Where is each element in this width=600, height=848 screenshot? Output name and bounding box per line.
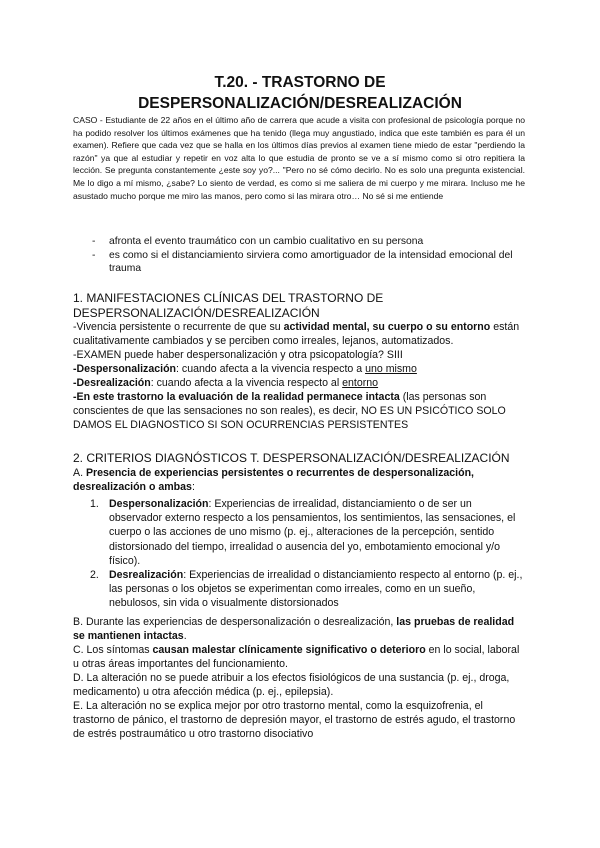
list-number: 2. xyxy=(90,569,99,582)
text-run: B. Durante las experiencias de despersonalización o desrealización, xyxy=(73,616,397,628)
text-run: (las personas son conscientes de que las sensaciones no son reales), es decir, NO ES UN PSICÓTICO SOLO DAMOS EL DIAGNOSTICO SI SON OCURRENCIAS PERSISTENTES xyxy=(73,391,506,431)
section-manifestaciones xyxy=(73,291,525,432)
text-run: están cualitativamente cambiados y se perciben como irreales, lejanos, automatizados. xyxy=(73,321,520,347)
text-run: . xyxy=(183,630,187,642)
criteria-b-to-e xyxy=(73,615,525,741)
bold-run: -Desrealización xyxy=(73,377,151,389)
bold-run: -Despersonalización xyxy=(73,363,177,375)
section-1-para-1 xyxy=(73,320,525,348)
case-paragraph: CASO - Estudiante de 22 años en el último año de carrera que acude a visita con profesional de psicología porque no ha podido resolver los últimos exámenes que ha tenido (llega muy angustiado, indica que este también es para él un examen). Refiere que cada vez que se halla en los últimos días previos al examen tiene miedo de estar "perdiendo la razón" ya que al estudiar y repetir en voz alta lo que estudia de pronto se ve a sí mismo como si otro repitiera la lección. Se pregunta constantemente ¿este soy yo?... "Pero no sé cómo decirlo. No es solo una pregunta existencial. Me lo digo a mí mismo, ¿sabe? Lo siento de verdad, es como si me saliera de mi cuerpo y me mirara. Incluso me he asustado mucho porque me miro las manos, pero como si las mirara otro… No sé si me entiende xyxy=(73,115,525,201)
list-number: 1. xyxy=(90,498,99,510)
bold-run: causan malestar clínicamente significativo o deterioro xyxy=(152,644,426,656)
document-title xyxy=(0,72,600,114)
criterion-a-item xyxy=(86,568,526,611)
text-run: -Vivencia persistente o recurrente de que su xyxy=(73,321,284,333)
section-1-para-2: -EXAMEN puede haber despersonalización y otra psicopatología? SIII xyxy=(73,349,403,361)
bullet-item: - es como si el distanciamiento sirviera como amortiguador de la intensidad emocional del trauma xyxy=(92,249,524,276)
bold-run: las pruebas de realidad se mantienen intactas xyxy=(73,616,515,642)
bold-run: Presencia de experiencias persistentes o recurrentes de despersonalización, desrealización o ambas xyxy=(73,466,474,493)
text-run: A. xyxy=(73,466,86,479)
case-bullet-list xyxy=(92,235,524,276)
text-run: : cuando afecta a la vivencia respecto a xyxy=(176,363,366,375)
text-run: : cuando afecta a la vivencia respecto al xyxy=(150,377,343,389)
bullet-item: - afronta el evento traumático con un cambio cualitativo en su persona xyxy=(92,235,524,249)
bold-run: -En este trastorno la evaluación de la realidad permanece intacta xyxy=(73,391,400,403)
text-run: : Experiencias de irrealidad o distanciamiento respecto al entorno (p. ej., las personas o los objetos se experimentan como irreales, como en un sueño, nebulosos, sin vida o visualmente distorsionados xyxy=(109,569,523,610)
title-line-2: DESPERSONALIZACIÓN/DESREALIZACIÓN xyxy=(138,95,462,112)
criterion-e: E. La alteración no se explica mejor por otro trastorno mental, como la esquizofrenia, el trastorno de pánico, el trastorno de depresión mayor, el trastorno de estrés agudo, el trastorno de estrés postraumático u otro trastorno disociativo xyxy=(73,700,516,740)
section-1-para-4 xyxy=(73,376,525,390)
section-2-heading: 2. CRITERIOS DIAGNÓSTICOS T. DESPERSONALIZACIÓN/DESREALIZACIÓN xyxy=(73,451,510,465)
text-run: C. Los síntomas xyxy=(73,644,153,656)
underlined-run: uno mismo xyxy=(365,363,417,375)
section-criterios xyxy=(73,451,525,494)
criterion-c xyxy=(73,643,525,671)
section-1-para-3 xyxy=(73,362,525,376)
criterion-a-list xyxy=(86,497,526,611)
bold-run: Despersonalización xyxy=(109,498,209,510)
criterion-a-item xyxy=(86,497,526,568)
text-run: en lo social, laboral u otras áreas importantes del funcionamiento. xyxy=(73,644,520,670)
text-run: : Experiencias de irrealidad, distanciamiento o de ser un observador externo respecto a los pensamientos, los sentimientos, las sensaciones, el cuerpo o las acciones de uno mismo (p. ej., alteraciones de la percepción, sentido distorsionado del tiempo, irrealidad o ausencia del yo, embotamiento emocional y/o físico). xyxy=(109,498,516,567)
bold-run: Desrealización xyxy=(109,569,184,582)
bold-run: actividad mental, su cuerpo o su entorno xyxy=(283,321,491,333)
title-line-1: T.20. - TRASTORNO DE xyxy=(214,74,386,91)
section-1-para-5 xyxy=(73,390,525,432)
criterion-a xyxy=(73,466,525,494)
section-1-heading: 1. MANIFESTACIONES CLÍNICAS DEL TRASTORNO DE DESPERSONALIZACIÓN/DESREALIZACIÓN xyxy=(73,291,384,320)
criterion-d: D. La alteración no se puede atribuir a los efectos fisiológicos de una sustancia (p. ej., droga, medicamento) u otra afección médica (p. ej., epilepsia). xyxy=(73,672,510,698)
underlined-run: entorno xyxy=(342,377,379,389)
criterion-b xyxy=(73,615,525,643)
text-run: : xyxy=(191,480,195,493)
